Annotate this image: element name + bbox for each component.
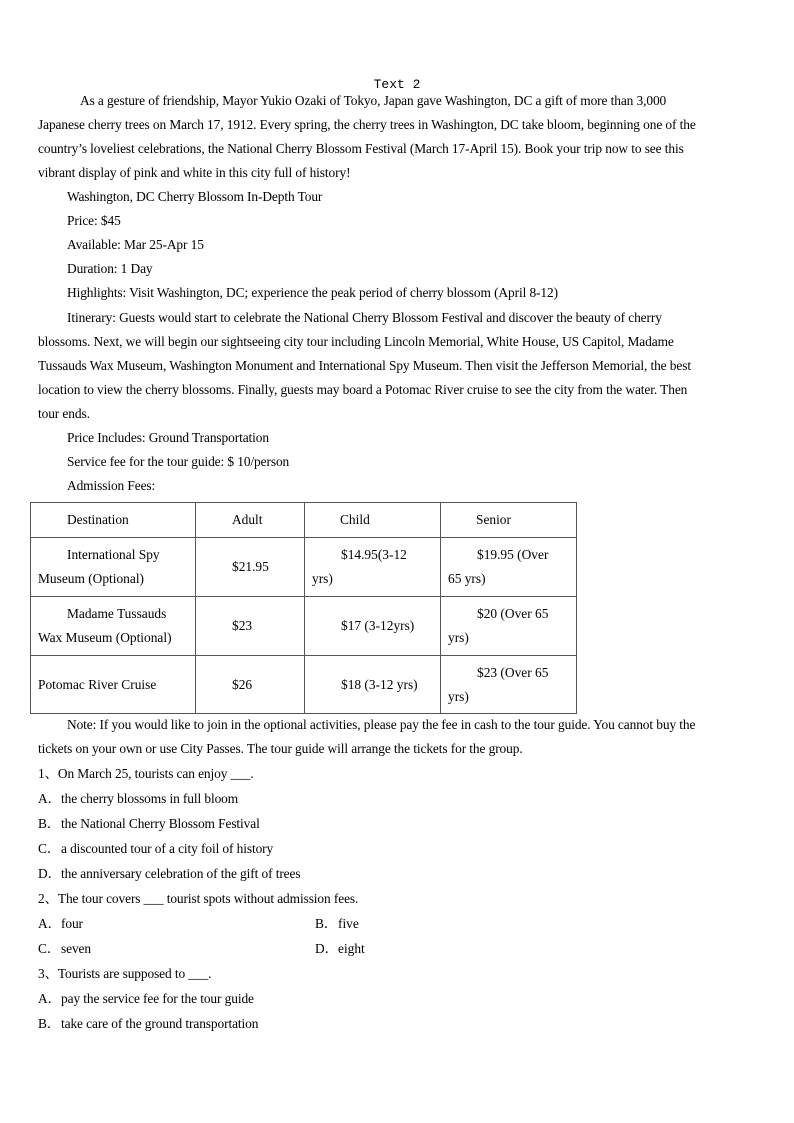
question-stem: 1、On March 25, tourists can enjoy ___. xyxy=(38,766,254,781)
header-cell: Child xyxy=(305,503,441,538)
table-row xyxy=(31,597,577,656)
header-cell: Destination xyxy=(31,503,196,538)
tour-duration: Duration: 1 Day xyxy=(67,261,153,276)
answer-option[interactable] xyxy=(38,866,300,882)
itinerary-line: Itinerary: Guests would start to celebrate the National Cherry Blossom Festival and discover the beauty of cherry xyxy=(67,310,662,325)
answer-option[interactable] xyxy=(38,1016,258,1032)
answer-option[interactable] xyxy=(38,916,83,932)
option-label: A． xyxy=(38,791,61,806)
price-includes: Price Includes: Ground Transportation xyxy=(67,430,269,445)
question-stem: 3、Tourists are supposed to ___. xyxy=(38,966,212,981)
adult-price-cell: $23 xyxy=(196,597,305,656)
answer-option[interactable] xyxy=(38,941,91,957)
destination-cell: Madame Tussauds Wax Museum (Optional) xyxy=(31,597,196,656)
table-row xyxy=(31,538,577,597)
option-text: pay the service fee for the tour guide xyxy=(61,991,254,1006)
option-label: B． xyxy=(38,1016,61,1031)
option-text: take care of the ground transportation xyxy=(61,1016,259,1031)
option-label: A． xyxy=(38,991,61,1006)
senior-price-cell: $20 (Over 65 yrs) xyxy=(441,597,577,656)
intro-line: country’s loveliest celebrations, the National Cherry Blossom Festival (March 17-April 15). Book your trip now to see this xyxy=(38,141,684,156)
option-text: the cherry blossoms in full bloom xyxy=(61,791,239,806)
itinerary-line: blossoms. Next, we will begin our sightseeing city tour including Lincoln Memorial, White House, US Capitol, Madame xyxy=(38,334,674,349)
intro-line: vibrant display of pink and white in this city full of history! xyxy=(38,165,351,180)
child-price-cell: $18 (3-12 yrs) xyxy=(305,656,441,714)
note-line: tickets on your own or use City Passes. The tour guide will arrange the tickets for the group. xyxy=(38,741,523,756)
option-text: eight xyxy=(338,941,365,956)
note-line: Note: If you would like to join in the optional activities, please pay the fee in cash to the tour guide. You cannot buy the xyxy=(67,717,696,732)
option-text: a discounted tour of a city foil of history xyxy=(61,841,274,856)
option-label: D． xyxy=(315,941,339,956)
answer-option[interactable] xyxy=(315,941,365,957)
admission-fees-table xyxy=(30,502,577,714)
tour-price: Price: $45 xyxy=(67,213,121,228)
destination-cell: International Spy Museum (Optional) xyxy=(31,538,196,597)
child-price-cell: $14.95(3-12 yrs) xyxy=(305,538,441,597)
answer-option[interactable] xyxy=(38,816,260,832)
header-cell: Senior xyxy=(441,503,577,538)
option-label: C． xyxy=(38,841,61,856)
tour-highlights: Highlights: Visit Washington, DC; experience the peak period of cherry blossom (April 8-12) xyxy=(67,285,558,300)
table-row xyxy=(31,656,577,714)
itinerary-line: location to view the cherry blossoms. Finally, guests may board a Potomac River cruise to see the city from the water. Then xyxy=(38,382,688,397)
question-stem: 2、The tour covers ___ tourist spots without admission fees. xyxy=(38,891,359,906)
option-label: C． xyxy=(38,941,61,956)
table-header-row xyxy=(31,503,577,538)
adult-price-cell: $21.95 xyxy=(196,538,305,597)
option-label: A． xyxy=(38,916,61,931)
option-label: B． xyxy=(315,916,338,931)
itinerary-line: Tussauds Wax Museum, Washington Monument and International Spy Museum. Then visit the Jefferson Memorial, the best xyxy=(38,358,691,373)
adult-price-cell: $26 xyxy=(196,656,305,714)
answer-option[interactable] xyxy=(315,916,359,932)
senior-price-cell: $23 (Over 65 yrs) xyxy=(441,656,577,714)
itinerary-line: tour ends. xyxy=(38,406,90,421)
tour-available: Available: Mar 25-Apr 15 xyxy=(67,237,204,252)
option-text: the anniversary celebration of the gift of trees xyxy=(61,866,301,881)
document-title: Text 2 xyxy=(373,77,421,92)
option-text: the National Cherry Blossom Festival xyxy=(61,816,260,831)
option-label: D． xyxy=(38,866,61,881)
answer-option[interactable] xyxy=(38,791,238,807)
answer-option[interactable] xyxy=(38,991,254,1007)
tour-name: Washington, DC Cherry Blossom In-Depth Tour xyxy=(67,189,323,204)
intro-line: Japanese cherry trees on March 17, 1912. Every spring, the cherry trees in Washington, DC take bloom, beginning one of the xyxy=(38,117,696,132)
option-text: seven xyxy=(61,941,91,956)
senior-price-cell: $19.95 (Over 65 yrs) xyxy=(441,538,577,597)
header-cell: Adult xyxy=(196,503,305,538)
option-text: five xyxy=(338,916,359,931)
child-price-cell: $17 (3-12yrs) xyxy=(305,597,441,656)
option-text: four xyxy=(61,916,83,931)
service-fee: Service fee for the tour guide: $ 10/person xyxy=(67,454,290,469)
intro-line: As a gesture of friendship, Mayor Yukio Ozaki of Tokyo, Japan gave Washington, DC a gift of more than 3,000 xyxy=(80,93,667,108)
option-label: B． xyxy=(38,816,61,831)
answer-option[interactable] xyxy=(38,841,273,857)
admission-label: Admission Fees: xyxy=(67,478,156,493)
destination-cell: Potomac River Cruise xyxy=(31,656,196,714)
